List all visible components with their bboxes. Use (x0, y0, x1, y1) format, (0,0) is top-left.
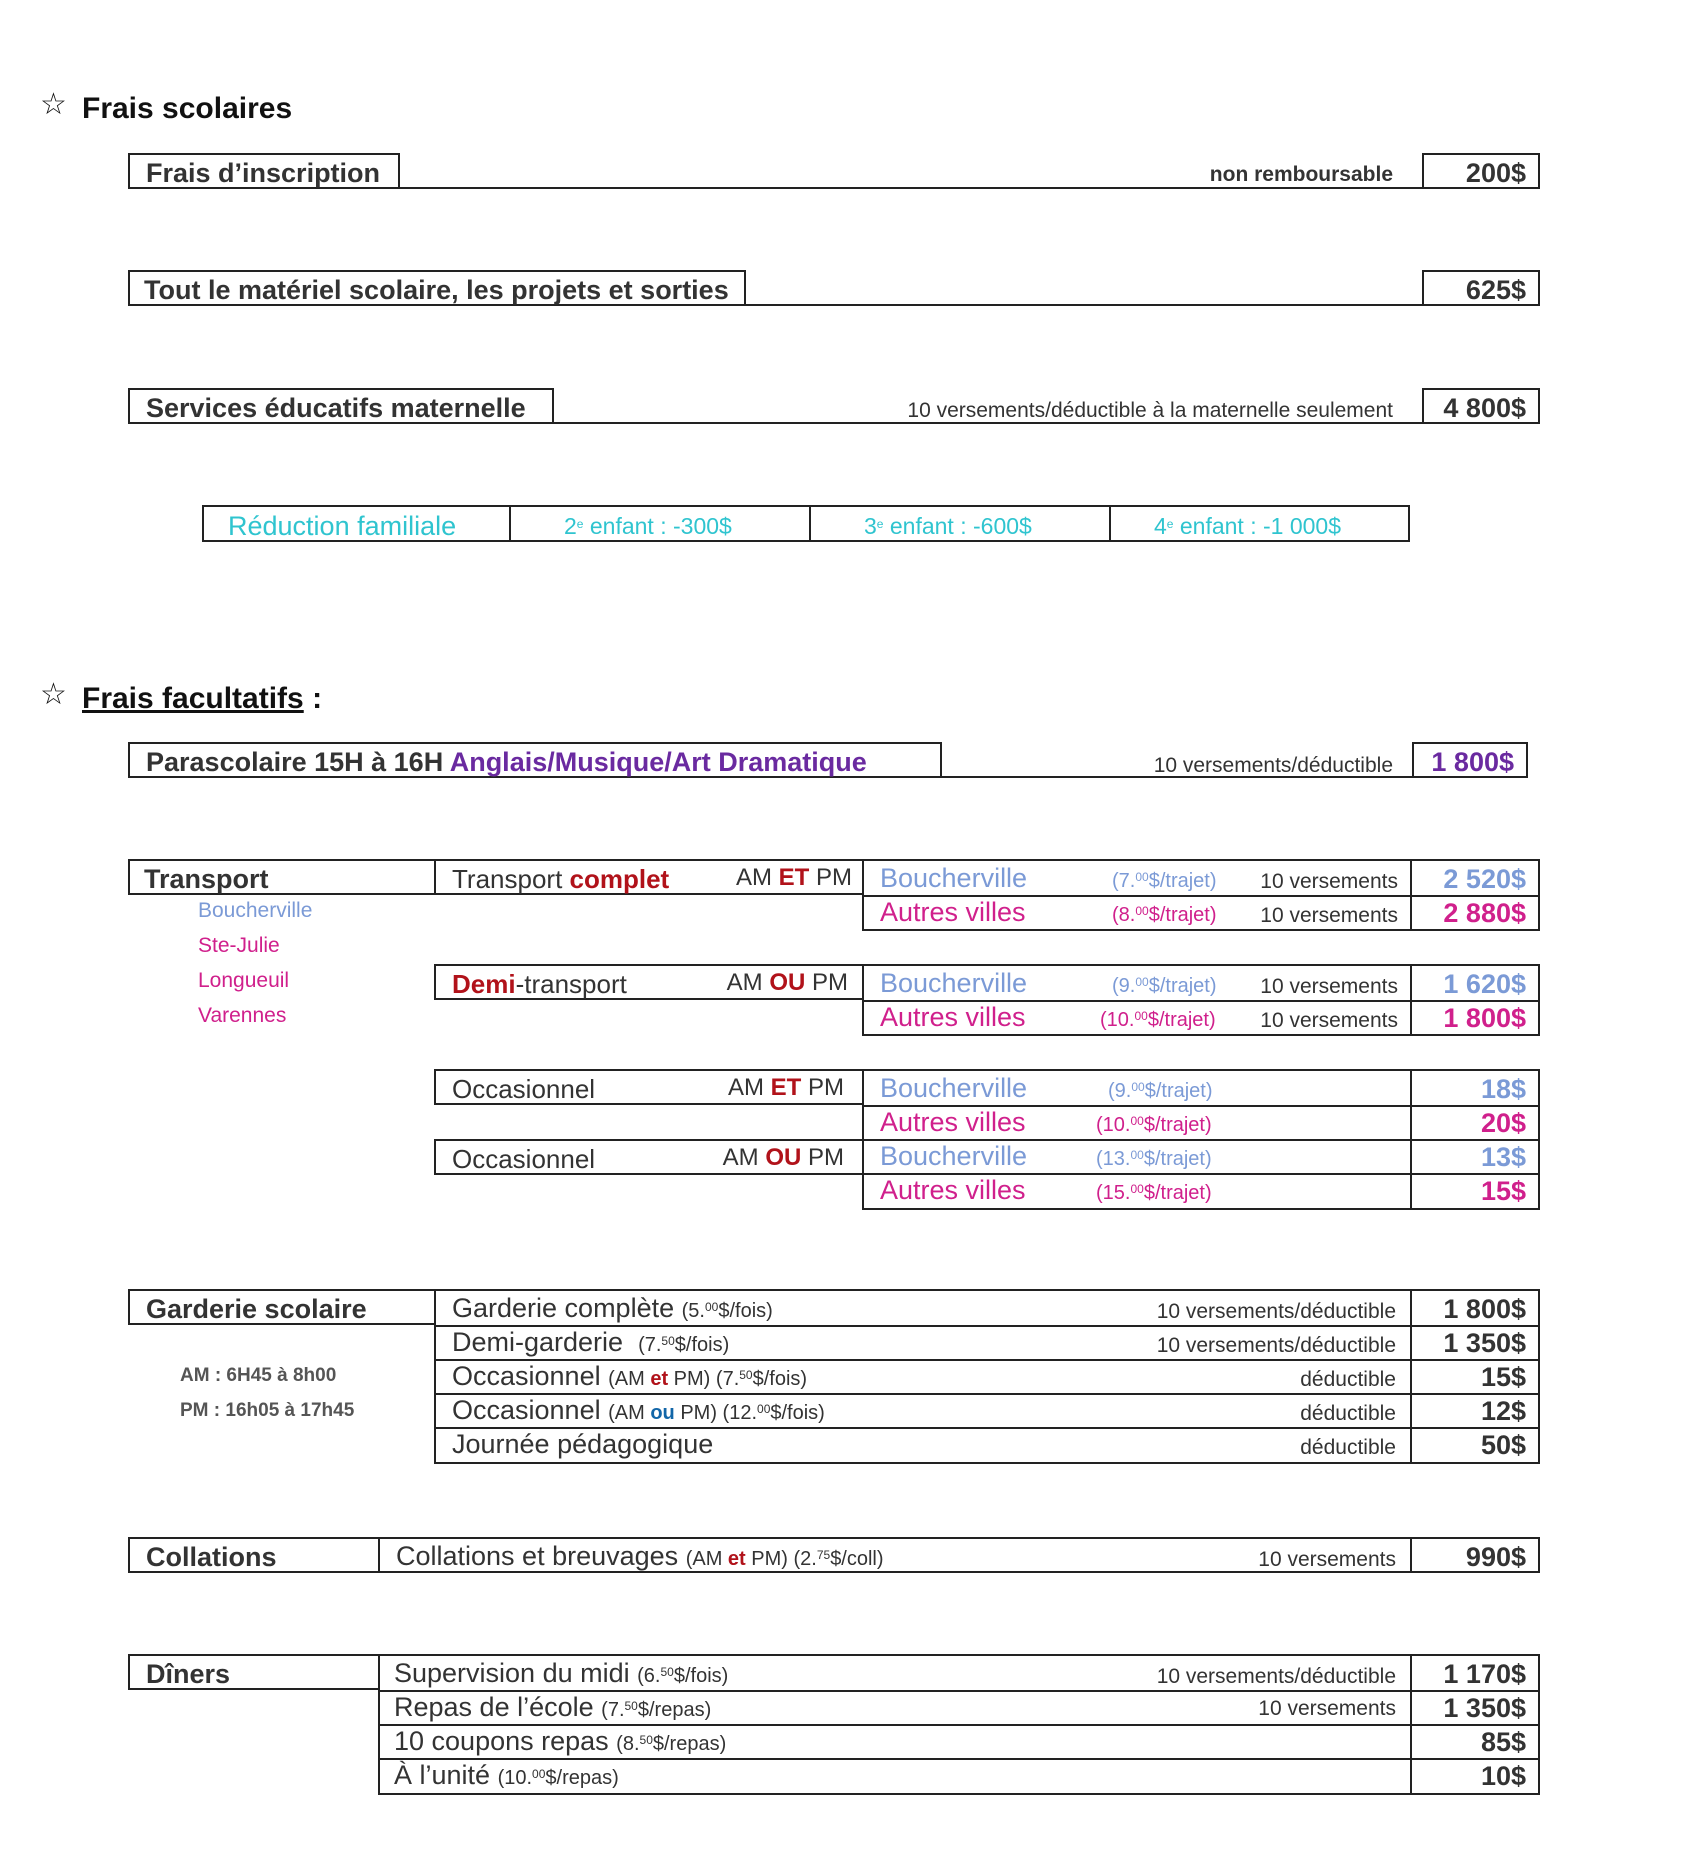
rate: (9.00$/trajet) (1108, 1080, 1213, 1102)
transport-city: Longueuil (198, 969, 290, 992)
price: 1 800$ (1443, 1003, 1526, 1033)
divider (1109, 507, 1111, 540)
garderie-row: Demi-garderie (7.50$/fois) (452, 1327, 730, 1357)
reduction-label: Réduction familiale (228, 511, 457, 541)
garderie-row: Garderie complète (5.00$/fois) (452, 1293, 773, 1323)
inscription-note: non remboursable (1209, 163, 1393, 186)
collations-label-box (128, 1537, 380, 1573)
city-label: Boucherville (880, 968, 1028, 998)
divider (1410, 1539, 1412, 1571)
demi-transport-cities (862, 964, 1540, 1036)
divider (1410, 861, 1412, 929)
diners-table (378, 1654, 1540, 1795)
demi-transport-box (434, 964, 864, 1000)
parascolaire-price-box (1412, 742, 1528, 778)
parascolaire-price: 1 800$ (1431, 747, 1514, 777)
transport-label-box (128, 859, 436, 895)
star-outline-icon: ☆ (40, 88, 67, 121)
inscription-label: Frais d’inscription (146, 158, 381, 188)
materiel-price: 625$ (1465, 275, 1526, 305)
garderie-price: 1 350$ (1443, 1328, 1526, 1358)
services-label-box (128, 388, 554, 424)
garderie-note: déductible (1300, 1436, 1396, 1459)
garderie-row: Occasionnel (AM et PM) (7.50$/fois) (452, 1361, 808, 1391)
transport-city: Ste-Julie (198, 934, 280, 957)
reduction-4e: 4e enfant : -1 000$ (1154, 513, 1341, 539)
materiel-price-box (1422, 270, 1540, 306)
collations-label: Collations (146, 1542, 277, 1572)
rate: (8.00$/trajet) (1112, 904, 1217, 926)
parascolaire-note: 10 versements/déductible (1153, 754, 1393, 777)
materiel-label: Tout le matériel scolaire, les projets et sorties (144, 275, 729, 305)
versements: 10 versements (1260, 870, 1398, 893)
diners-price: 10$ (1480, 1761, 1526, 1791)
garderie-note: déductible (1300, 1368, 1396, 1391)
transport-complet-box (434, 859, 864, 895)
occasionnel-et-box (434, 1069, 864, 1105)
garderie-note: 10 versements/déductible (1156, 1300, 1396, 1323)
occasionnel-label: Occasionnel (452, 1074, 596, 1104)
collations-row (378, 1537, 1540, 1573)
occasionnel-period: AM OU PM (722, 1144, 844, 1171)
price: 2 880$ (1443, 898, 1526, 928)
services-price: 4 800$ (1443, 393, 1526, 423)
occasionnel-ou-box (434, 1139, 864, 1175)
diners-row: Supervision du midi (6.50$/fois) (394, 1658, 729, 1688)
transport-city: Varennes (198, 1004, 287, 1027)
garderie-note: déductible (1300, 1402, 1396, 1425)
divider (1410, 1656, 1412, 1793)
demi-transport-period: AM OU PM (726, 969, 848, 996)
collations-note: 10 versements (1258, 1548, 1396, 1571)
reduction-box (202, 505, 1410, 542)
rate: (15.00$/trajet) (1096, 1182, 1212, 1204)
garderie-price: 1 800$ (1443, 1294, 1526, 1324)
diners-note: 10 versements (1258, 1697, 1396, 1720)
occasionnel-label: Occasionnel (452, 1144, 596, 1174)
city-label: Boucherville (880, 1073, 1028, 1103)
diners-label-box (128, 1654, 380, 1690)
rate: (10.00$/trajet) (1096, 1114, 1212, 1136)
demi-transport-label: Demi-transport (452, 969, 627, 999)
garderie-label: Garderie scolaire (146, 1294, 367, 1324)
garderie-label-box (128, 1289, 436, 1325)
price: 20$ (1480, 1108, 1526, 1138)
inscription-label-box (128, 153, 400, 189)
city-label: Autres villes (880, 1175, 1026, 1205)
collations-price: 990$ (1465, 1542, 1526, 1572)
occasionnel-period: AM ET PM (727, 1074, 844, 1101)
services-note: 10 versements/déductible à la maternelle seulement (907, 399, 1393, 422)
occasionnel-cities (862, 1069, 1540, 1210)
diners-price: 85$ (1480, 1727, 1526, 1757)
reduction-3e: 3e enfant : -600$ (864, 513, 1032, 539)
reduction-2e: 2e enfant : -300$ (564, 513, 732, 539)
versements: 10 versements (1260, 904, 1398, 927)
divider (1410, 1071, 1412, 1208)
materiel-label-box (128, 270, 746, 306)
garderie-pm-hours: PM : 16h05 à 17h45 (180, 1400, 355, 1421)
collations-desc: Collations et breuvages (AM et PM) (2.75$/coll) (396, 1541, 884, 1571)
city-label: Autres villes (880, 1002, 1026, 1032)
diners-label: Dîners (146, 1659, 231, 1689)
parascolaire-label-box (128, 742, 942, 778)
section-title-frais-scolaires: Frais scolaires (82, 92, 293, 125)
garderie-row: Occasionnel (AM ou PM) (12.00$/fois) (452, 1395, 825, 1425)
city-label: Boucherville (880, 1141, 1028, 1171)
garderie-price: 12$ (1480, 1396, 1526, 1426)
divider (1410, 1291, 1412, 1462)
rate: (13.00$/trajet) (1096, 1148, 1212, 1170)
services-label: Services éducatifs maternelle (146, 393, 526, 423)
garderie-am-hours: AM : 6H45 à 8h00 (180, 1365, 337, 1386)
price: 2 520$ (1443, 864, 1526, 894)
price: 15$ (1480, 1176, 1526, 1206)
transport-complet-cities (862, 859, 1540, 931)
diners-row: Repas de l’école (7.50$/repas) (394, 1692, 712, 1722)
rate: (7.00$/trajet) (1112, 870, 1217, 892)
divider (809, 507, 811, 540)
transport-complet-label: Transport complet (452, 864, 670, 894)
transport-label: Transport (144, 864, 269, 894)
price: 18$ (1480, 1074, 1526, 1104)
diners-price: 1 350$ (1443, 1693, 1526, 1723)
divider (380, 1758, 1538, 1760)
versements: 10 versements (1260, 975, 1398, 998)
garderie-price: 50$ (1480, 1430, 1526, 1460)
city-label: Boucherville (880, 863, 1028, 893)
transport-complet-period: AM ET PM (735, 864, 852, 891)
garderie-table (434, 1289, 1540, 1464)
rate: (10.00$/trajet) (1100, 1009, 1216, 1031)
section-title-frais-facultatifs: Frais facultatifs : (82, 682, 323, 715)
inscription-price: 200$ (1465, 158, 1526, 188)
versements: 10 versements (1260, 1009, 1398, 1032)
star-outline-icon: ☆ (40, 678, 67, 711)
diners-price: 1 170$ (1443, 1659, 1526, 1689)
garderie-note: 10 versements/déductible (1156, 1334, 1396, 1357)
garderie-row: Journée pédagogique (452, 1429, 714, 1459)
transport-city: Boucherville (198, 899, 313, 922)
rate: (9.00$/trajet) (1112, 975, 1217, 997)
divider (509, 507, 511, 540)
services-price-box (1422, 388, 1540, 424)
price: 13$ (1480, 1142, 1526, 1172)
diners-note: 10 versements/déductible (1156, 1665, 1396, 1688)
city-label: Autres villes (880, 897, 1026, 927)
parascolaire-label: Parascolaire 15H à 16H Anglais/Musique/Art Dramatique (146, 747, 867, 777)
price: 1 620$ (1443, 969, 1526, 999)
inscription-price-box (1422, 153, 1540, 189)
divider (1410, 966, 1412, 1034)
diners-row: À l’unité (10.00$/repas) (394, 1760, 619, 1790)
diners-row: 10 coupons repas (8.50$/repas) (394, 1726, 727, 1756)
garderie-price: 15$ (1480, 1362, 1526, 1392)
city-label: Autres villes (880, 1107, 1026, 1137)
